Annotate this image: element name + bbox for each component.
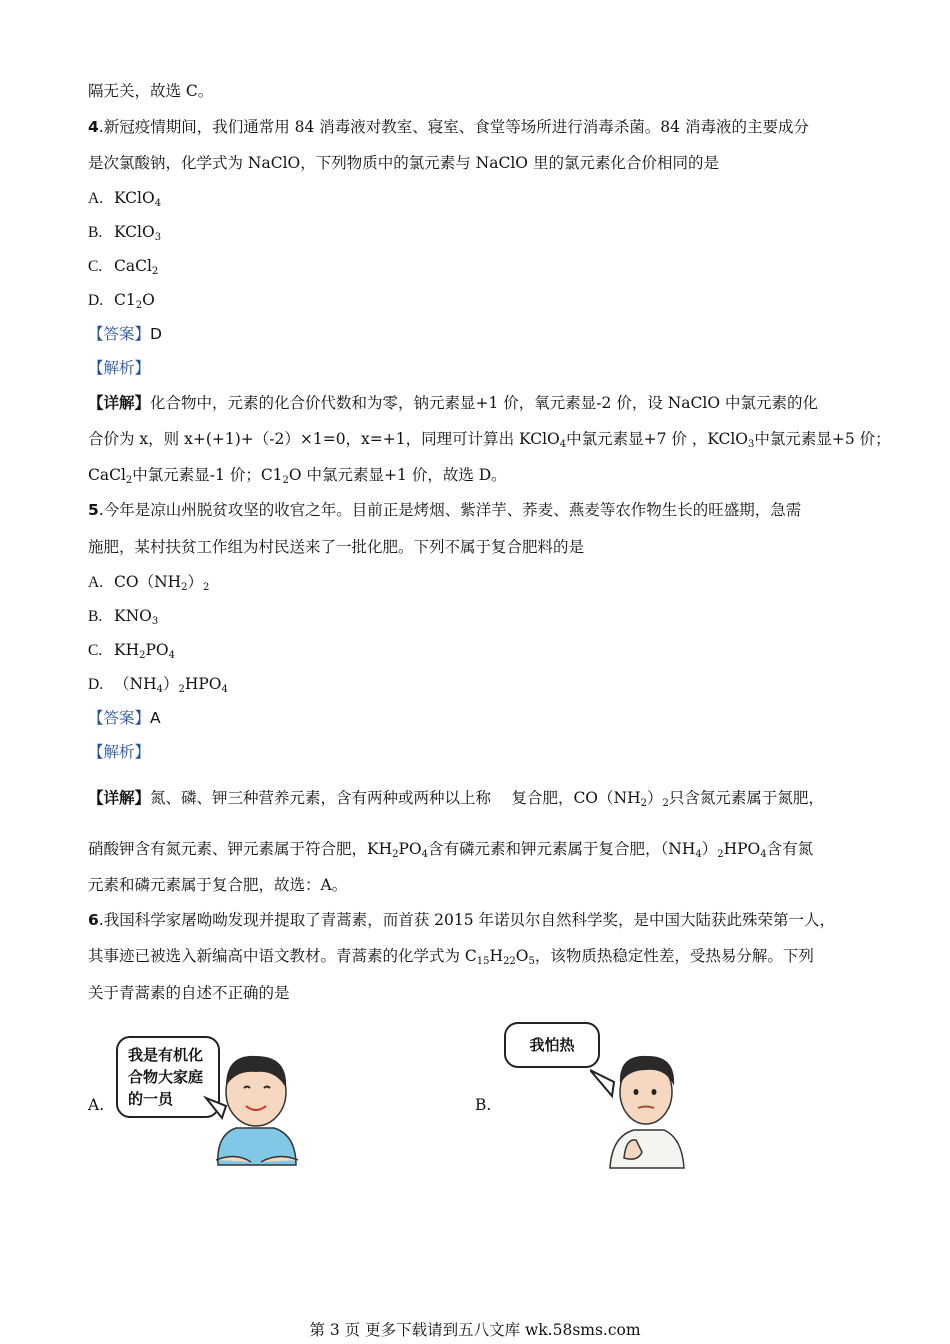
detail-text: 含有磷元素和钾元素属于复合肥，（NH <box>428 840 696 858</box>
subscript: 4 <box>221 684 228 695</box>
option-label: B. <box>88 224 103 241</box>
q4-stem-line1 <box>88 116 809 138</box>
speech-bubble-b <box>504 1022 600 1068</box>
detail-tag: 【详解】 <box>88 393 151 412</box>
subscript: 3 <box>154 232 162 243</box>
subscript: 2 <box>717 849 724 860</box>
stem-text: 其事迹已被选入新编高中语文教材。青蒿素的化学式为 C <box>88 947 477 965</box>
prev-answer-tail: 隔无关，故选 C。 <box>88 82 214 100</box>
option-text: CaCl <box>114 257 152 275</box>
subscript: 2 <box>181 582 188 593</box>
q4-number: 4 <box>88 118 99 136</box>
q4-detail-line1 <box>88 392 818 414</box>
subscript: 2 <box>640 798 647 809</box>
detail-text: 合价为 x，则 x+(+1)+（-2）×1=0，x=+1，同理可计算出 KClO <box>88 430 560 448</box>
option-label: C. <box>88 642 103 659</box>
option-text: KClO <box>114 223 155 241</box>
q6-stem-line2 <box>88 945 814 967</box>
option-text: KH <box>114 641 140 659</box>
option-label: D. <box>88 292 104 309</box>
q6-option-b-label: B. <box>475 1096 492 1114</box>
option-text: CO（NH <box>114 573 182 591</box>
subscript: 2 <box>662 798 669 809</box>
stem-text: ，该物质热稳定性差，受热易分解。下列 <box>534 947 814 965</box>
q5-option-a <box>88 571 209 594</box>
option-label: A. <box>88 190 104 207</box>
q5-analysis-tag: 【解析】 <box>88 743 151 761</box>
bubble-line: 合物大家庭 <box>128 1068 204 1086</box>
detail-text: 中氯元素显+5 价； <box>754 430 891 448</box>
q6-stem-line3: 关于青蒿素的自述不正确的是 <box>88 984 290 1002</box>
subscript: 2 <box>139 650 146 661</box>
q5-stem-line1 <box>88 499 801 521</box>
option-label: B. <box>88 608 103 625</box>
subscript: 4 <box>154 198 162 209</box>
stem-text: H <box>489 947 504 965</box>
option-label: A. <box>88 574 104 591</box>
q4-analysis-tag: 【解析】 <box>88 359 151 377</box>
option-text-tail: O <box>142 291 155 309</box>
option-text: KClO <box>114 189 155 207</box>
bubble-line: 我是有机化 <box>128 1046 204 1064</box>
option-text: ） <box>162 675 179 693</box>
detail-text: CaCl <box>88 466 126 484</box>
option-text: KNO <box>114 607 152 625</box>
q4-detail-line3 <box>88 464 507 486</box>
subscript: 3 <box>748 439 755 450</box>
option-text: HPO <box>184 675 222 693</box>
q4-detail-line2 <box>88 428 891 450</box>
detail-text: ） <box>646 789 663 807</box>
answer-tag: 【答案】 <box>88 709 151 727</box>
subscript: 15 <box>476 956 490 967</box>
subscript: 4 <box>559 439 567 450</box>
subscript: 2 <box>392 849 399 860</box>
q4-option-c <box>88 255 158 278</box>
q4-option-b <box>88 221 161 244</box>
q4-stem1: .新冠疫情期间，我们通常用 84 消毒液对教室、寝室、食堂等场所进行消毒杀菌。84 消毒液的主要成分 <box>98 118 809 136</box>
boy-smiling-icon <box>196 1040 316 1170</box>
answer-tag: 【答案】 <box>88 325 151 343</box>
q6-number: 6 <box>88 911 99 929</box>
answer-value: A <box>150 709 161 727</box>
detail-text: 氮、磷、钾三种营养元素，含有两种或两种以上称 复合肥，CO（NH <box>150 789 641 807</box>
subscript: 22 <box>503 956 516 967</box>
answer-value: D <box>150 325 162 343</box>
q5-detail-line1 <box>88 787 824 809</box>
subscript: 2 <box>282 475 289 486</box>
stem-text: O <box>515 947 529 965</box>
option-text: PO <box>145 641 169 659</box>
subscript: 2 <box>125 475 133 486</box>
detail-text: 硝酸钾含有氮元素、钾元素属于符合肥，KH <box>88 840 393 858</box>
option-text: C1 <box>114 291 136 309</box>
subscript: 4 <box>421 849 428 860</box>
q5-option-c <box>88 639 175 662</box>
option-label: D. <box>88 676 104 693</box>
q6-option-a-label: A. <box>88 1096 105 1114</box>
subscript: 5 <box>528 956 535 967</box>
bubble-line: 我怕热 <box>529 1036 575 1054</box>
q5-number: 5 <box>88 501 99 519</box>
q6-stem1: .我国科学家屠呦呦发现并提取了青蒿素，而首获 2015 年诺贝尔自然科学奖，是中国大陆获此殊荣第一人， <box>98 911 836 929</box>
boy-nervous-icon <box>590 1040 700 1170</box>
q5-stem1: .今年是凉山州脱贫攻坚的收官之年。目前正是烤烟、紫洋芋、荞麦、燕麦等农作物生长的旺盛期，急需 <box>98 501 802 519</box>
q4-answer <box>88 323 162 345</box>
option-text: ） <box>187 573 204 591</box>
subscript: 2 <box>203 582 210 593</box>
subscript: 2 <box>151 266 159 277</box>
detail-text: HPO <box>723 840 761 858</box>
subscript: 4 <box>760 849 767 860</box>
subscript: 3 <box>151 616 159 627</box>
detail-text: 含有氮 <box>766 840 814 858</box>
q5-option-d <box>88 673 228 696</box>
subscript: 2 <box>178 684 185 695</box>
detail-text: PO <box>398 840 422 858</box>
q4-stem-line2: 是次氯酸钠，化学式为 NaClO，下列物质中的氯元素与 NaClO 里的氯元素化合价相同的是 <box>88 154 719 172</box>
subscript: 4 <box>156 684 163 695</box>
subscript: 4 <box>695 849 702 860</box>
detail-text: 化合物中，元素的化合价代数和为零，钠元素显+1 价，氧元素显-2 价，设 NaClO 中氯元素的化 <box>150 394 819 412</box>
q5-detail-line2 <box>88 838 813 860</box>
detail-text: O 中氯元素显+1 价，故选 D。 <box>288 466 507 484</box>
detail-text: 中氯元素显-1 价；C1 <box>132 466 283 484</box>
q5-answer <box>88 707 161 729</box>
q4-option-a <box>88 187 161 210</box>
subscript: 2 <box>135 300 143 311</box>
page-footer: 第 3 页 更多下载请到五八文库 wk.58sms.com <box>309 1321 641 1339</box>
q5-detail-line3: 元素和磷元素属于复合肥，故选：A。 <box>88 876 348 894</box>
q5-option-b <box>88 605 158 628</box>
detail-tag: 【详解】 <box>88 788 151 807</box>
detail-text: 中氯元素显+7 价 ，KClO <box>566 430 749 448</box>
option-text: （NH <box>114 675 157 693</box>
subscript: 4 <box>168 650 175 661</box>
q6-stem-line1 <box>88 909 835 931</box>
option-label: C. <box>88 258 103 275</box>
bubble-line: 的一员 <box>128 1090 174 1108</box>
q4-option-d <box>88 289 155 312</box>
detail-text: ） <box>701 840 718 858</box>
q5-stem-line2: 施肥，某村扶贫工作组为村民送来了一批化肥。下列不属于复合肥料的是 <box>88 538 585 556</box>
detail-text: 只含氮元素属于氮肥， <box>668 789 824 807</box>
